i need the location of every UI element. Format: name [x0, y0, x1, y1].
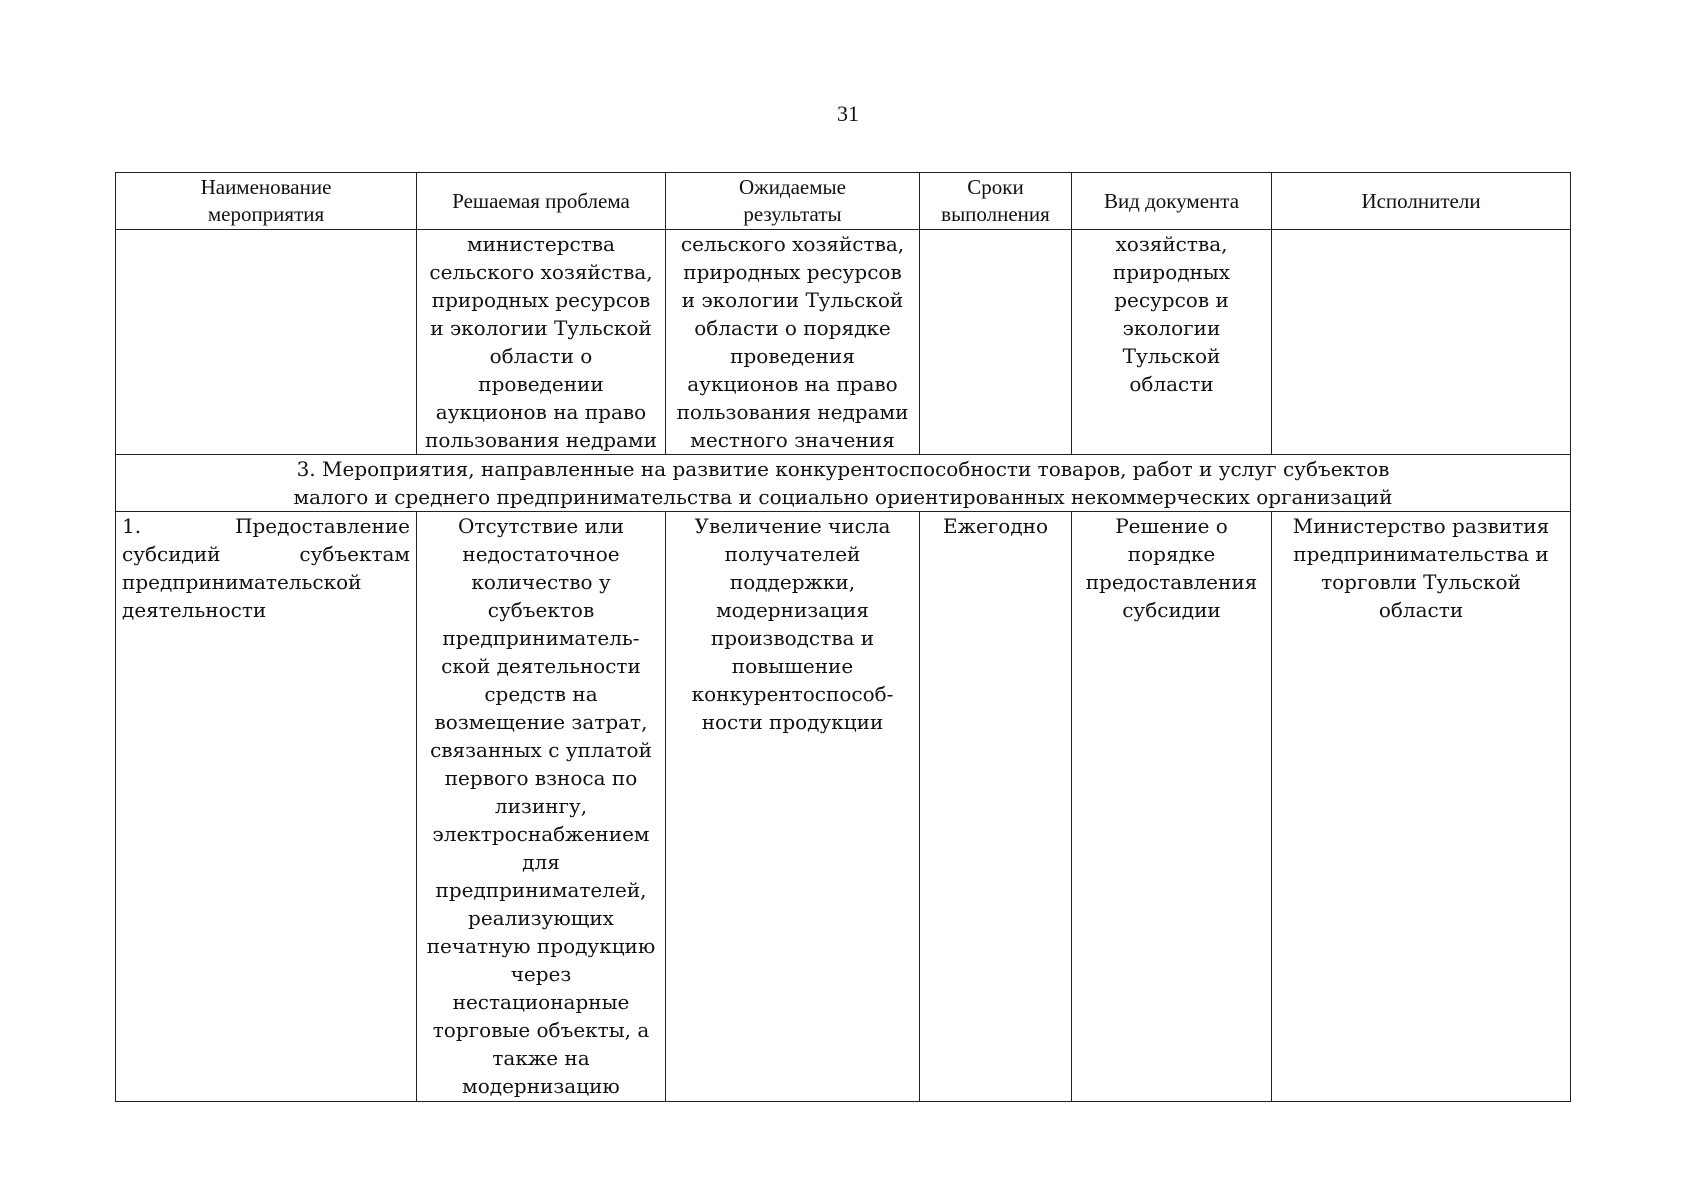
cell-document-type: [1072, 512, 1272, 1102]
cell-line: модернизацию: [462, 1074, 620, 1098]
cell-line: нестационарные: [452, 990, 630, 1014]
cell-line: количество у: [471, 570, 611, 594]
cell-expected-results: [666, 512, 920, 1102]
cell-line: Министерство развития: [1292, 514, 1550, 538]
cell-line: порядке: [1127, 542, 1216, 566]
cell-line: Ежегодно: [942, 514, 1049, 538]
events-table: [115, 172, 1571, 1102]
cell-line: возмещение затрат,: [434, 710, 648, 734]
header-executors: [1272, 173, 1571, 230]
cell-line: повышение: [731, 654, 854, 678]
cell-line: министерства: [467, 232, 615, 256]
header-text: мероприятия: [207, 202, 325, 226]
cell-line: природных ресурсов: [683, 260, 902, 284]
header-text: Решаемая проблема: [452, 188, 630, 213]
cell-executors: [1272, 230, 1571, 455]
cell-line: получателей: [724, 542, 861, 566]
cell-executors: [1272, 512, 1571, 1102]
header-problem: [417, 173, 666, 230]
cell-problem: [417, 512, 666, 1102]
cell-text: 1. Предоставление субсидий субъектам предпринимательской деятельности: [122, 514, 410, 622]
cell-line: ской деятельности: [441, 654, 641, 678]
table-header-row: [116, 173, 1571, 230]
cell-line: Тульской: [1122, 344, 1221, 368]
cell-line: Увеличение числа: [694, 514, 891, 538]
cell-line: Отсутствие или: [458, 514, 624, 538]
cell-line: средств на: [484, 682, 598, 706]
cell-line: Решение о: [1115, 514, 1228, 538]
cell-line: пользования недрами: [425, 428, 657, 452]
cell-line: производства и: [710, 626, 875, 650]
cell-line: аукционов на право: [435, 400, 647, 424]
header-text: Исполнители: [1361, 188, 1481, 213]
header-text: Наименование: [200, 175, 332, 199]
header-text: Сроки: [967, 175, 1024, 199]
cell-event-name: [116, 512, 417, 1102]
header-text: результаты: [743, 202, 842, 226]
cell-line: предпринимательства и: [1293, 542, 1549, 566]
cell-line: недостаточное: [462, 542, 620, 566]
cell-line: через: [510, 962, 572, 986]
cell-line: природных ресурсов: [431, 288, 651, 312]
section-title-line: 3. Мероприятия, направленные на развитие конкурентоспособности товаров, работ и услуг субъектов: [296, 457, 1390, 481]
cell-line: лизингу,: [494, 794, 588, 818]
cell-line: предпринимателей,: [435, 878, 647, 902]
cell-line: ресурсов и: [1114, 288, 1229, 312]
cell-deadlines: [920, 230, 1072, 455]
cell-problem: [417, 230, 666, 455]
cell-line: субсидии: [1122, 598, 1221, 622]
header-text: выполнения: [941, 202, 1050, 226]
cell-line: и экологии Тульской: [681, 288, 904, 312]
cell-line: аукционов на право: [687, 372, 898, 396]
cell-line: проведении: [478, 372, 604, 396]
cell-line: местного значения: [690, 428, 895, 452]
cell-line: области о: [489, 344, 593, 368]
cell-line: сельского хозяйства,: [429, 260, 653, 284]
cell-line: связанных с уплатой: [430, 738, 652, 762]
cell-line: реализующих: [468, 906, 614, 930]
cell-line: также на: [492, 1046, 590, 1070]
page-number: 31: [837, 101, 859, 126]
cell-line: экологии: [1122, 316, 1221, 340]
cell-line: торговли Тульской: [1321, 570, 1521, 594]
cell-line: ности продукции: [701, 710, 884, 734]
header-text: Ожидаемые: [739, 175, 846, 199]
cell-line: конкурентоспособ-: [691, 682, 894, 706]
cell-deadlines: [920, 512, 1072, 1102]
section-title-line: малого и среднего предпринимательства и социально ориентированных некоммерческих организаций: [293, 485, 1393, 509]
cell-line: сельского хозяйства,: [680, 232, 905, 256]
table-row-item-1: [116, 512, 1571, 1102]
table-row-continuation: [116, 230, 1571, 455]
cell-line: хозяйства,: [1115, 232, 1228, 256]
cell-document-type: [1072, 230, 1272, 455]
cell-line: пользования недрами: [676, 400, 909, 424]
cell-line: и экологии Тульской: [430, 316, 652, 340]
header-event-name: [116, 173, 417, 230]
cell-line: модернизация: [716, 598, 869, 622]
cell-line: печатную продукцию: [426, 934, 656, 958]
header-text: Вид документа: [1103, 188, 1240, 213]
section-title: [116, 455, 1571, 512]
cell-line: для: [522, 850, 560, 874]
cell-line: субъектов: [487, 598, 595, 622]
cell-line: области: [1129, 372, 1214, 396]
cell-line: электроснабжением: [432, 822, 650, 846]
cell-line: области о порядке: [694, 316, 891, 340]
cell-line: торговые объекты, а: [432, 1018, 650, 1042]
cell-line: природных: [1112, 260, 1231, 284]
cell-line: поддержки,: [729, 570, 856, 594]
cell-line: области: [1378, 598, 1464, 622]
cell-line: первого взноса по: [444, 766, 638, 790]
cell-line: проведения: [730, 344, 855, 368]
cell-line: предприниматель-: [442, 626, 640, 650]
header-deadlines: [920, 173, 1072, 230]
section-title-row: [116, 455, 1571, 512]
cell-expected-results: [666, 230, 920, 455]
cell-line: предоставления: [1085, 570, 1258, 594]
header-document-type: [1072, 173, 1272, 230]
header-expected-results: [666, 173, 920, 230]
cell-event-name: [116, 230, 417, 455]
